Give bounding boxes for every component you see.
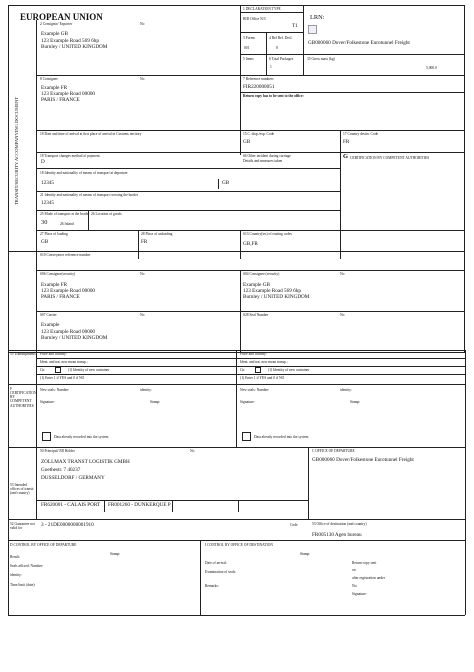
packages-label: 6 Total Packages	[269, 57, 294, 61]
tranship-checkbox-1[interactable]	[55, 367, 61, 373]
other-incident-label: 66 Other incident during carriage	[243, 154, 291, 158]
seal-no-label: No	[340, 313, 345, 317]
guarantee-value: 3 - 21DE0000000001910	[41, 522, 94, 528]
s07-line-1: Example	[41, 322, 60, 328]
forms-value: 001	[244, 46, 250, 50]
s04-line-1: Example GB	[243, 282, 270, 288]
s06-line-2: 123 Example Road 00000	[41, 288, 96, 294]
return-copy-note: Return copy has to be sent to the office:	[243, 94, 304, 98]
s07-line-3: Burnley / UNITED KINGDOM	[41, 335, 108, 341]
countries-value: GB,FR	[243, 241, 258, 247]
s07-line-2: 123 Example Road 00000	[41, 329, 96, 335]
transport-border-label: 21 Identity and nationality of means of transport crossing the border	[40, 193, 139, 197]
control-dep-seals: Seals affixed: Number:	[10, 564, 44, 568]
certify-label: F CERTIFICATION BY COMPETENT AUTHORITIES	[10, 387, 37, 408]
s04-line-2: 123 Example Road 569 6hp	[243, 288, 301, 294]
transit-office-1: FR620001 - CALAIS PORT	[41, 502, 101, 508]
consignor-line-3: Burnley / UNITED KINGDOM	[41, 44, 108, 50]
tranship-place-2: Place and country:	[240, 352, 267, 356]
recorded-checkbox-1[interactable]	[42, 432, 51, 441]
s04-no-label: No	[340, 272, 345, 276]
declaration-type-value: T1	[292, 23, 298, 29]
transhipments-label: 55 Transhipments	[10, 352, 36, 356]
destination-code-label: 17 Country destin. Code	[343, 132, 379, 136]
intended-label: 53 Intended offices of transit (and country)	[10, 483, 34, 496]
cert-label: CERTIFICATION BY COMPETENT AUTHORITIES	[350, 156, 430, 160]
s07-no-label: No	[140, 313, 145, 317]
side-divider	[36, 20, 37, 259]
return-after-label: after registration under	[352, 576, 385, 580]
items-label: 5 Items	[243, 57, 254, 61]
departure-value: GB000060 Dover/Folkestone Eurotunnel Freight	[312, 457, 414, 463]
ref-label: 4 Ref Ref. Decl.	[269, 36, 293, 40]
new-seals-1: New seals: Number:	[40, 388, 70, 392]
broken-image-icon	[308, 25, 317, 34]
page-title: EUROPEAN UNION	[20, 12, 103, 22]
control-dest-stamp: Stamp:	[300, 552, 311, 556]
tranship-ident-1: Ident. and nat. new mean transp.:	[40, 360, 88, 364]
side-label: TRANSIT/SECURITY ACCOMPANYING DOCUMENT	[14, 96, 19, 205]
tranship-place-1: Place and country:	[40, 352, 67, 356]
s04-label: S04 Consignee (security)	[243, 272, 280, 276]
s06-no-label: No	[140, 272, 145, 276]
recorded-label-1: Data already recorded into the system	[54, 435, 109, 439]
mode-label: 25 Mode of transport at the border	[40, 212, 90, 216]
principal-line-2: Goethestr. 7 40237	[41, 467, 81, 473]
control-dep-result: Result:	[10, 555, 21, 559]
reference-label: 7 Reference numbers	[243, 77, 274, 81]
consignee-no-label: No	[140, 77, 145, 81]
guarantee-label: 52 Guarantee not valid for	[10, 522, 35, 531]
location-label: 26 Location of goods	[91, 212, 122, 216]
mode-value: 30	[41, 219, 48, 226]
transport-changes-value: D	[41, 159, 45, 165]
header-divider	[240, 5, 241, 75]
loading-label: 27 Place of loading	[40, 232, 68, 236]
gross-label: 35 Gross mass (kg)	[307, 57, 335, 61]
loading-value: GB	[41, 239, 49, 245]
signature-1: Signature:	[40, 400, 55, 404]
consignee-label: 8 Consignee	[40, 77, 58, 81]
transport-changes-label: 18 Transport changes method of payment	[40, 154, 100, 158]
tranship-yesno-1: (1) Enter 1 if YES and 0 if NO	[40, 376, 85, 380]
declaration-type-label: 1 DECLARATION TYPE	[243, 7, 281, 11]
dispatch-code-label: 15 C. disp./exp. Code	[243, 132, 275, 136]
guarantee-code-label: Code	[290, 523, 298, 527]
identity-2: identity:	[340, 388, 352, 392]
return-sig-label: Signature:	[352, 592, 367, 596]
recorded-checkbox-2[interactable]	[242, 432, 251, 441]
consignee-line-3: PARIS / FRANCE	[41, 97, 80, 103]
consignor-line-1: Example GB	[41, 31, 68, 37]
control-dest-remarks: Remarks:	[205, 584, 219, 588]
principal-label: 50 Principal/ EB Holder	[40, 449, 75, 453]
consignor-no-label: No	[140, 22, 145, 26]
return-no-label: No:	[352, 584, 358, 588]
departure-label: C OFFICE OF DEPARTURE	[312, 449, 355, 453]
destination-label: 53 Office of destination (and country)	[312, 522, 367, 526]
forms-label: 3 Forms	[243, 36, 255, 40]
reference-value: FIR220000051	[243, 84, 275, 90]
control-dep-identity: identity:	[10, 573, 22, 577]
new-seals-2: New seals: Number:	[240, 388, 270, 392]
unloading-label: 28 Place of unloading	[141, 232, 173, 236]
consignee-line-2: 123 Example Road 00000	[41, 91, 96, 97]
destination-value: FR005130 Agen bureau	[312, 532, 362, 538]
return-on-label: on	[352, 568, 356, 572]
cert-initial: G	[343, 153, 348, 160]
control-destination-label: I CONTROL BY OFFICE OF DESTINATION	[205, 543, 273, 547]
tranship-yesno-2: (1) Enter 1 if YES and 0 if NO	[240, 376, 285, 380]
office-reference: GB000060 Dover/Folkestone Eurotunnel Freight	[308, 40, 410, 46]
principal-no-label: No	[190, 449, 195, 453]
inland-label: 26 Inland	[60, 222, 74, 226]
conveyance-label: S10 Conveyance reference number	[40, 253, 91, 257]
other-incident-sub: Details and measures taken	[243, 159, 283, 163]
transport-border-value: 12345	[41, 200, 54, 206]
transport-identity-value: 12345	[41, 180, 54, 186]
transport-identity-label: 18 Identity and nationality of means of transport at departure	[40, 171, 128, 175]
transit-office-2: FR001260 - DUNKERQUE P	[108, 502, 171, 508]
signature-2: Signature:	[240, 400, 255, 404]
s04-line-3: Burnley / UNITED KINGDOM	[243, 294, 310, 300]
tranship-newcont-2: (1) Identity of new container	[268, 368, 310, 372]
control-dep-time: Time limit (date):	[10, 583, 36, 587]
destination-code-value: FR	[343, 139, 350, 145]
gross-value: 5,000.0	[426, 66, 437, 70]
stamp-2: Stamp:	[350, 400, 361, 404]
principal-line-3: DUSSELDORF / GERMANY	[41, 475, 105, 481]
tranship-ctr-2: Ctr.	[240, 368, 246, 372]
control-dest-exam: Examination of seals:	[205, 570, 237, 574]
control-departure-label: D CONTROL BY OFFICE OF DEPARTURE	[10, 543, 77, 547]
unloading-value: FR	[141, 239, 148, 245]
dispatch-code-value: GB	[243, 139, 251, 145]
s06-line-1: Example FR	[41, 282, 68, 288]
tranship-newcont-1: (1) Identity of new container	[68, 368, 110, 372]
packages-value: 1	[270, 65, 272, 69]
consignor-label: 2 Consignor/ Exporter	[40, 22, 73, 26]
items-value: 8	[276, 46, 278, 50]
seal-label: S28 Seal Number	[243, 313, 269, 317]
tranship-ident-2: Ident. and nat. new mean transp.:	[240, 360, 288, 364]
consignee-line-1: Example FR	[41, 85, 68, 91]
recorded-label-2: Data already recorded into the system	[254, 435, 309, 439]
carriage-arrival-label: 18 Date and time of arrival at first place of arrival in Customs territory	[40, 132, 142, 136]
identity-1: identity:	[140, 388, 152, 392]
control-dep-stamp: Stamp:	[110, 552, 121, 556]
tranship-checkbox-2[interactable]	[255, 367, 261, 373]
consignor-line-2: 123 Example Road 569 6hp	[41, 38, 99, 44]
lrn-label: LRN:	[310, 14, 325, 21]
s06-label: S06 Consignor(security)	[40, 272, 76, 276]
control-dest-arrival: Date of arrival:	[205, 561, 227, 565]
countries-label: S13 Country(ies) of routing codes	[243, 232, 292, 236]
return-copy-label: Return copy sent	[352, 561, 377, 565]
s06-line-3: PARIS / FRANCE	[41, 294, 80, 300]
office-label: BID Office N/3	[243, 17, 266, 21]
s07-label: S07 Carrier	[40, 313, 57, 317]
tranship-ctr-1: Ctr.	[40, 368, 46, 372]
transport-nationality-value: GB	[222, 180, 230, 186]
principal-line-1: ZOLLMAX TRANST LOGISTIK GMBH	[41, 459, 130, 465]
header-divider-2	[303, 5, 304, 75]
stamp-1: Stamp:	[150, 400, 161, 404]
